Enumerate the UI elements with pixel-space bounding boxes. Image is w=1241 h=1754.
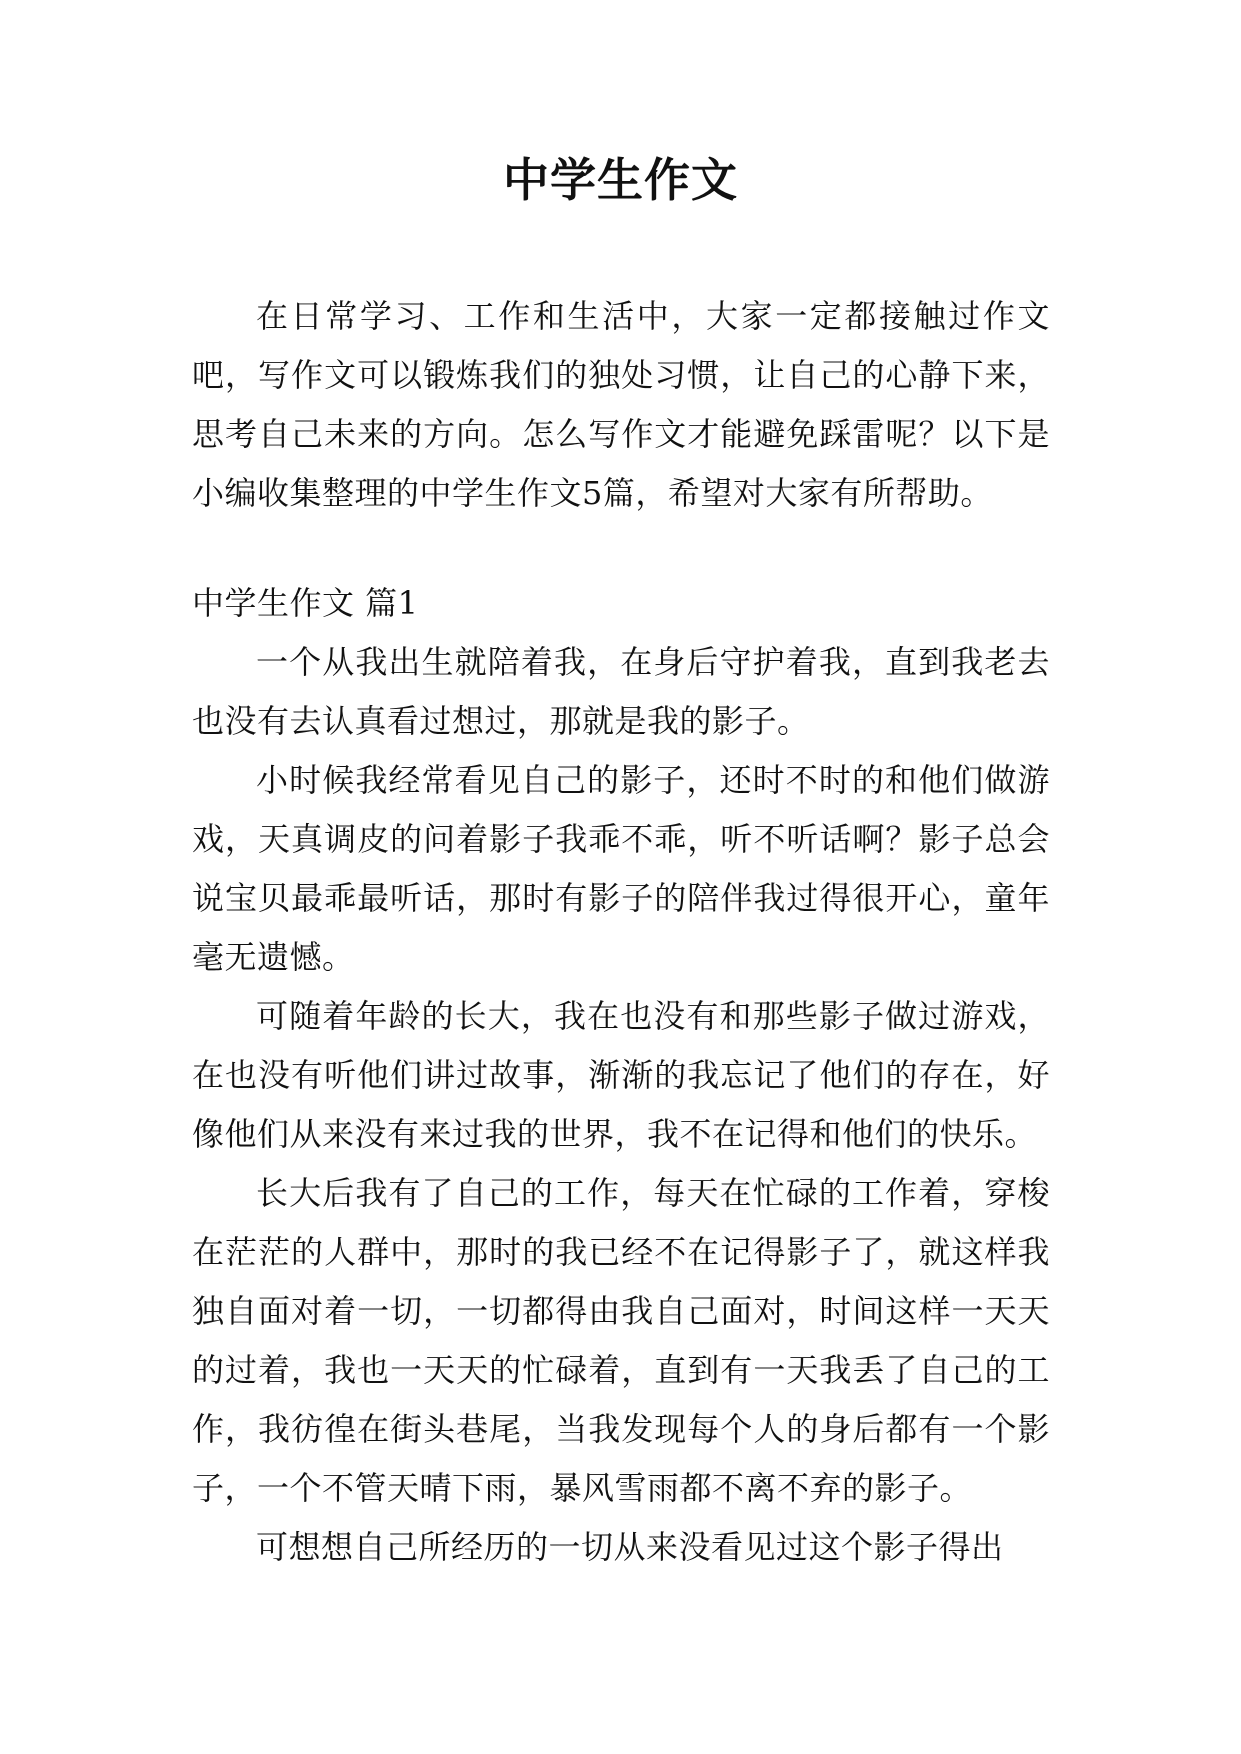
body-paragraph-5: 可想想自己所经历的一切从来没看见过这个影子得出 xyxy=(256,1528,1004,1566)
body-paragraph-1: 一个从我出生就陪着我，在身后守护着我，直到我老去也没有去认真看过想过，那就是我的影子。 xyxy=(192,643,1050,740)
intro-paragraph: 在日常学习、工作和生活中，大家一定都接触过作文吧，写作文可以锻炼我们的独处习惯，让自己的心静下来，思考自己未来的方向。怎么写作文才能避免踩雷呢？以下是小编收集整理的中学生作文5篇，希望对大家有所帮助。 xyxy=(192,297,1050,512)
intro-block xyxy=(192,287,1050,523)
body-paragraph-3: 可随着年龄的长大，我在也没有和那些影子做过游戏，在也没有听他们讲过故事，渐渐的我忘记了他们的存在，好像他们从来没有来过我的世界，我不在记得和他们的快乐。 xyxy=(192,997,1050,1153)
section-heading: 中学生作文 篇1 xyxy=(192,584,419,622)
article-block xyxy=(192,574,1050,1577)
document-title: 中学生作文 xyxy=(503,153,738,207)
body-paragraph-2: 小时候我经常看见自己的影子，还时不时的和他们做游戏，天真调皮的问着影子我乖不乖，听不听话啊？影子总会说宝贝最乖最听话，那时有影子的陪伴我过得很开心，童年毫无遗憾。 xyxy=(192,761,1050,976)
body-paragraph-4: 长大后我有了自己的工作，每天在忙碌的工作着，穿梭在茫茫的人群中，那时的我已经不在记得影子了，就这样我独自面对着一切，一切都得由我自己面对，时间这样一天天的过着，我也一天天的忙碌着，直到有一天我丢了自己的工作，我彷徨在街头巷尾，当我发现每个人的身后都有一个影子，一个不管天晴下雨，暴风雪雨都不离不弃的影子。 xyxy=(192,1174,1050,1507)
